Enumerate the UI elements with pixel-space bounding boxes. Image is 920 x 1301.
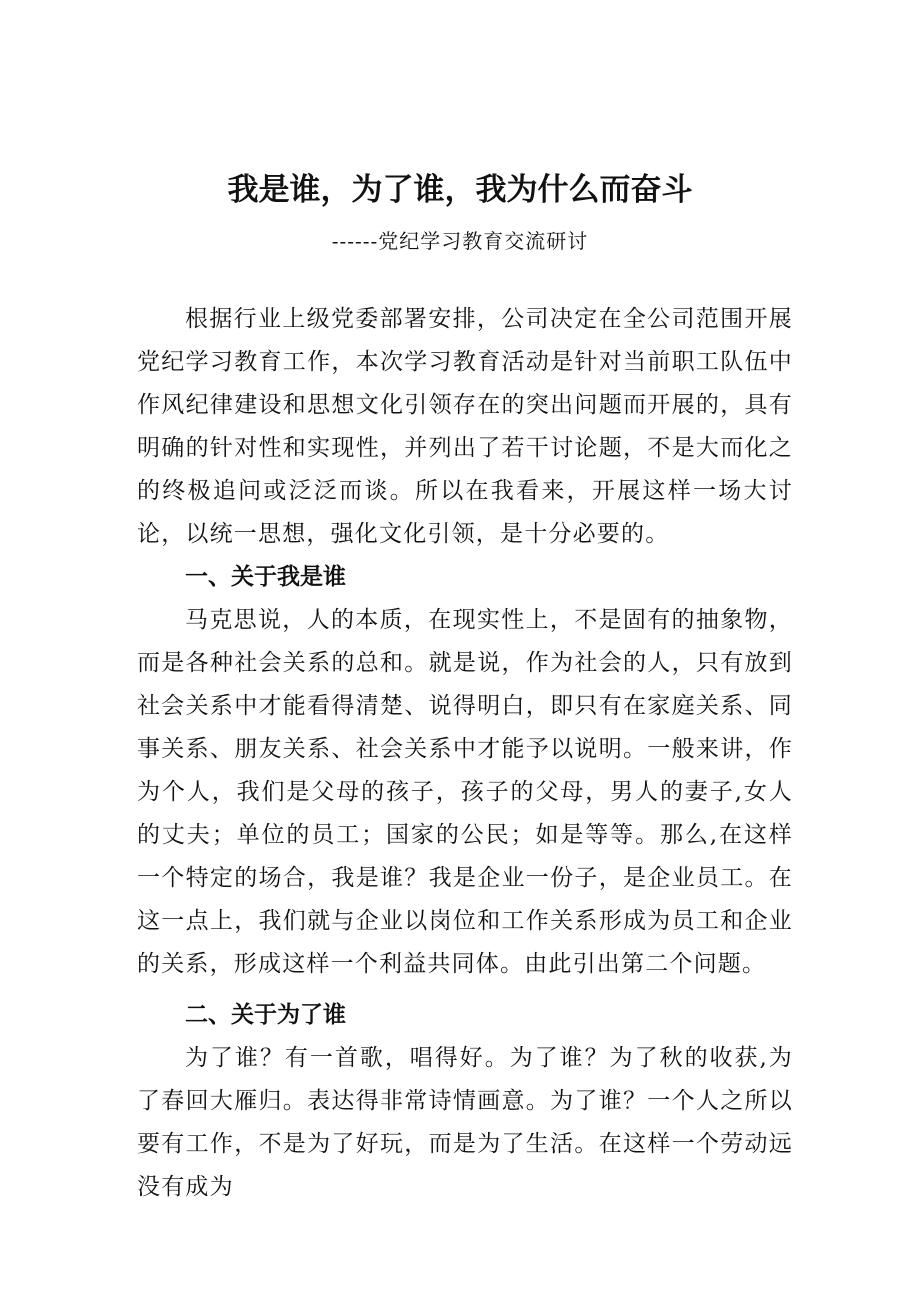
section-heading-for-whom: 二、关于为了谁: [185, 1002, 346, 1028]
document-subtitle: ------党纪学习教育交流研讨: [331, 229, 589, 253]
section-heading-who-am-i: 一、关于我是谁: [185, 564, 346, 590]
document-body: [137, 298, 793, 1209]
intro-paragraph: 根据行业上级党委部署安排，公司决定在全公司范围开展党纪学习教育工作，本次学习教育活动是针对当前职工队伍中作风纪律建设和思想文化引领存在的突出问题而开展的，具有明确的针对性和实现性，并列出了若干讨论题，不是大而化之的终极追问或泛泛而谈。所以在我看来，开展这样一场大讨论，以统一思想，强化文化引领，是十分必要的。: [137, 306, 793, 547]
document-title: 我是谁，为了谁，我为什么而奋斗: [227, 172, 693, 208]
section-paragraph-who-am-i: 马克思说，人的本质，在现实性上，不是固有的抽象物，而是各种社会关系的总和。就是说，作为社会的人，只有放到社会关系中才能看得清楚、说得明白，即只有在家庭关系、同事关系、朋友关系、社会关系中才能予以说明。一般来讲，作为个人，我们是父母的孩子，孩子的父母，男人的妻子,女人的丈夫；单位的员工；国家的公民；如是等等。那么,在这样一个特定的场合，我是谁？我是企业一份子，是企业员工。在这一点上，我们就与企业以岗位和工作关系形成为员工和企业的关系，形成这样一个利益共同体。由此引出第二个问题。: [137, 607, 793, 977]
section-paragraph-for-whom: 为了谁？有一首歌，唱得好。为了谁？为了秋的收获,为了春回大雁归。表达得非常诗情画意。为了谁？一个人之所以要有工作，不是为了好玩，而是为了生活。在这样一个劳动远没有成为: [137, 1045, 793, 1200]
